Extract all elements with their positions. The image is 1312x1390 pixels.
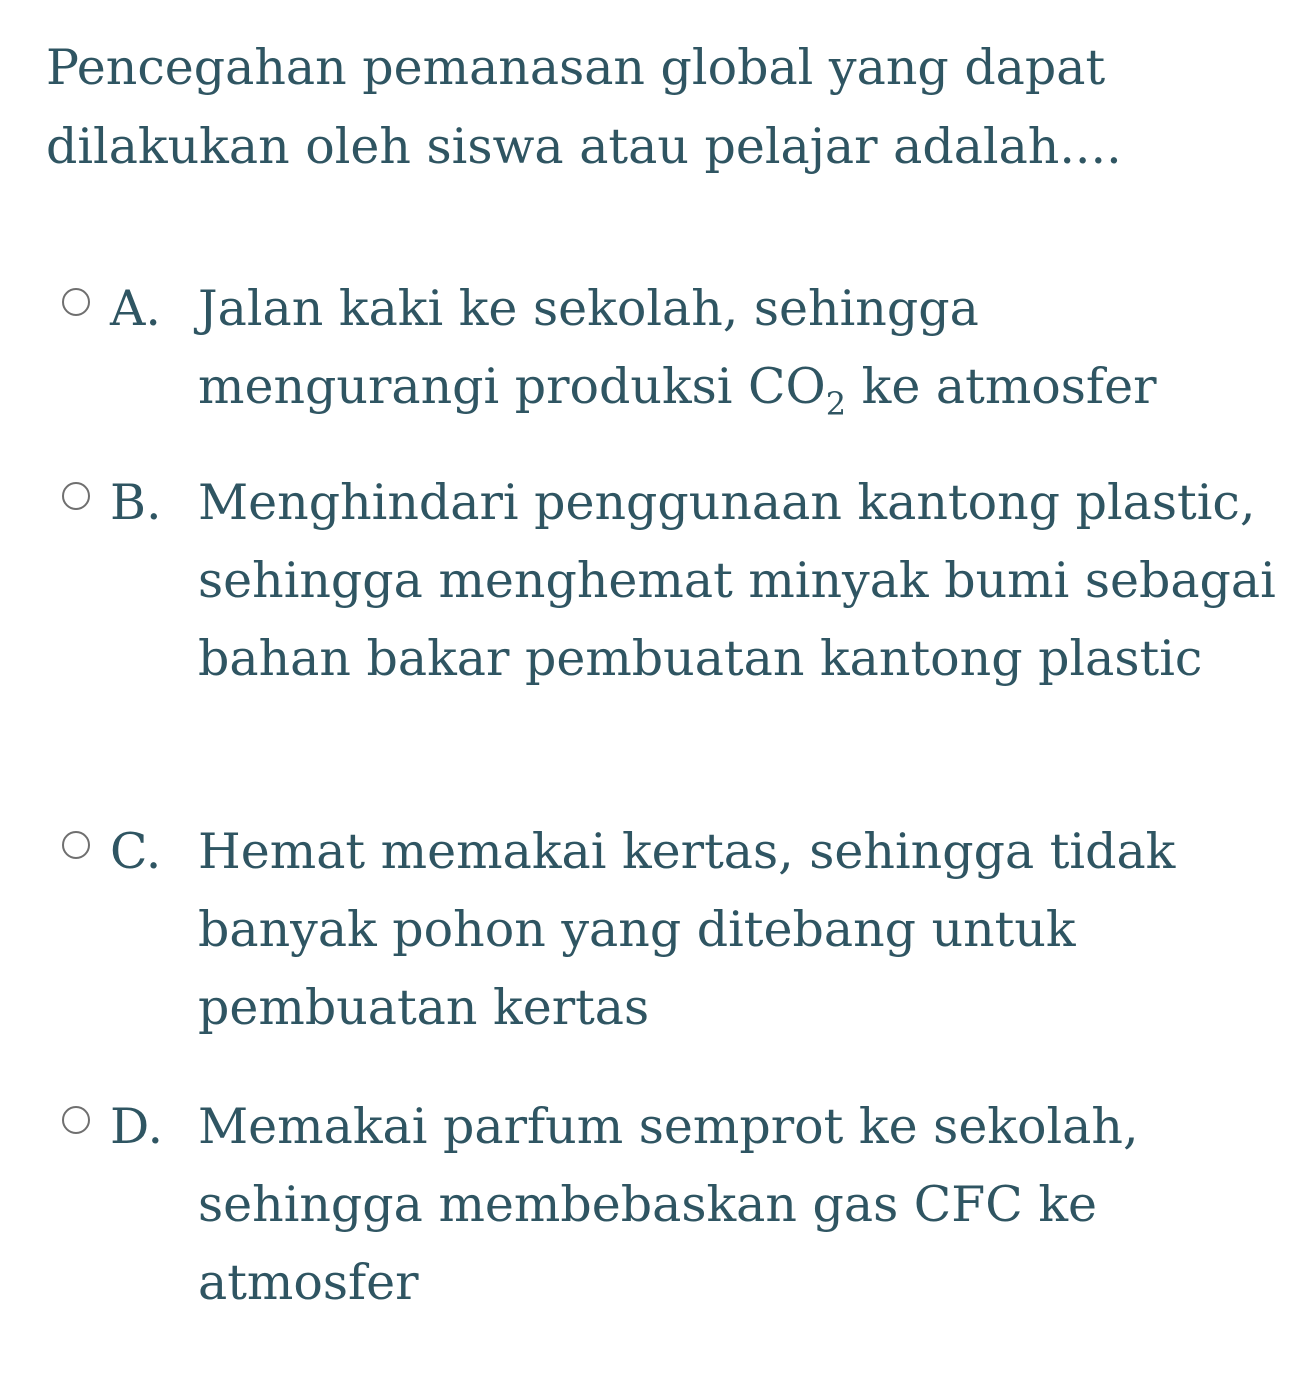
option-text: Menghindari penggunaan kantong plastic, sehingga menghemat minyak bumi sebagai bahan bakar pembuatan kantong plastic: [198, 474, 1276, 687]
option-letter: C.: [110, 823, 162, 880]
option-letter: D.: [110, 1098, 164, 1155]
option-text-end: ke atmosfer: [846, 358, 1157, 415]
option-text-main: Jalan kaki ke sekolah, sehingga mengurangi produksi CO: [198, 280, 979, 415]
radio-circle-icon[interactable]: [62, 1106, 90, 1134]
radio-circle-icon[interactable]: [62, 482, 90, 510]
radio-circle-icon[interactable]: [62, 288, 90, 316]
question-text: Pencegahan pemanasan global yang dapat dilakukan oleh siswa atau pelajar adalah....: [46, 39, 1122, 175]
subscript: 2: [825, 385, 847, 423]
option-text: [198, 270, 1288, 426]
radio-circle-icon[interactable]: [62, 831, 90, 859]
option-text: Memakai parfum semprot ke sekolah, sehingga membebaskan gas CFC ke atmosfer: [198, 1098, 1139, 1311]
option-letter: B.: [110, 474, 162, 531]
option-text: Hemat memakai kertas, sehingga tidak banyak pohon yang ditebang untuk pembuatan kertas: [198, 823, 1176, 1036]
option-letter: A.: [110, 280, 161, 337]
